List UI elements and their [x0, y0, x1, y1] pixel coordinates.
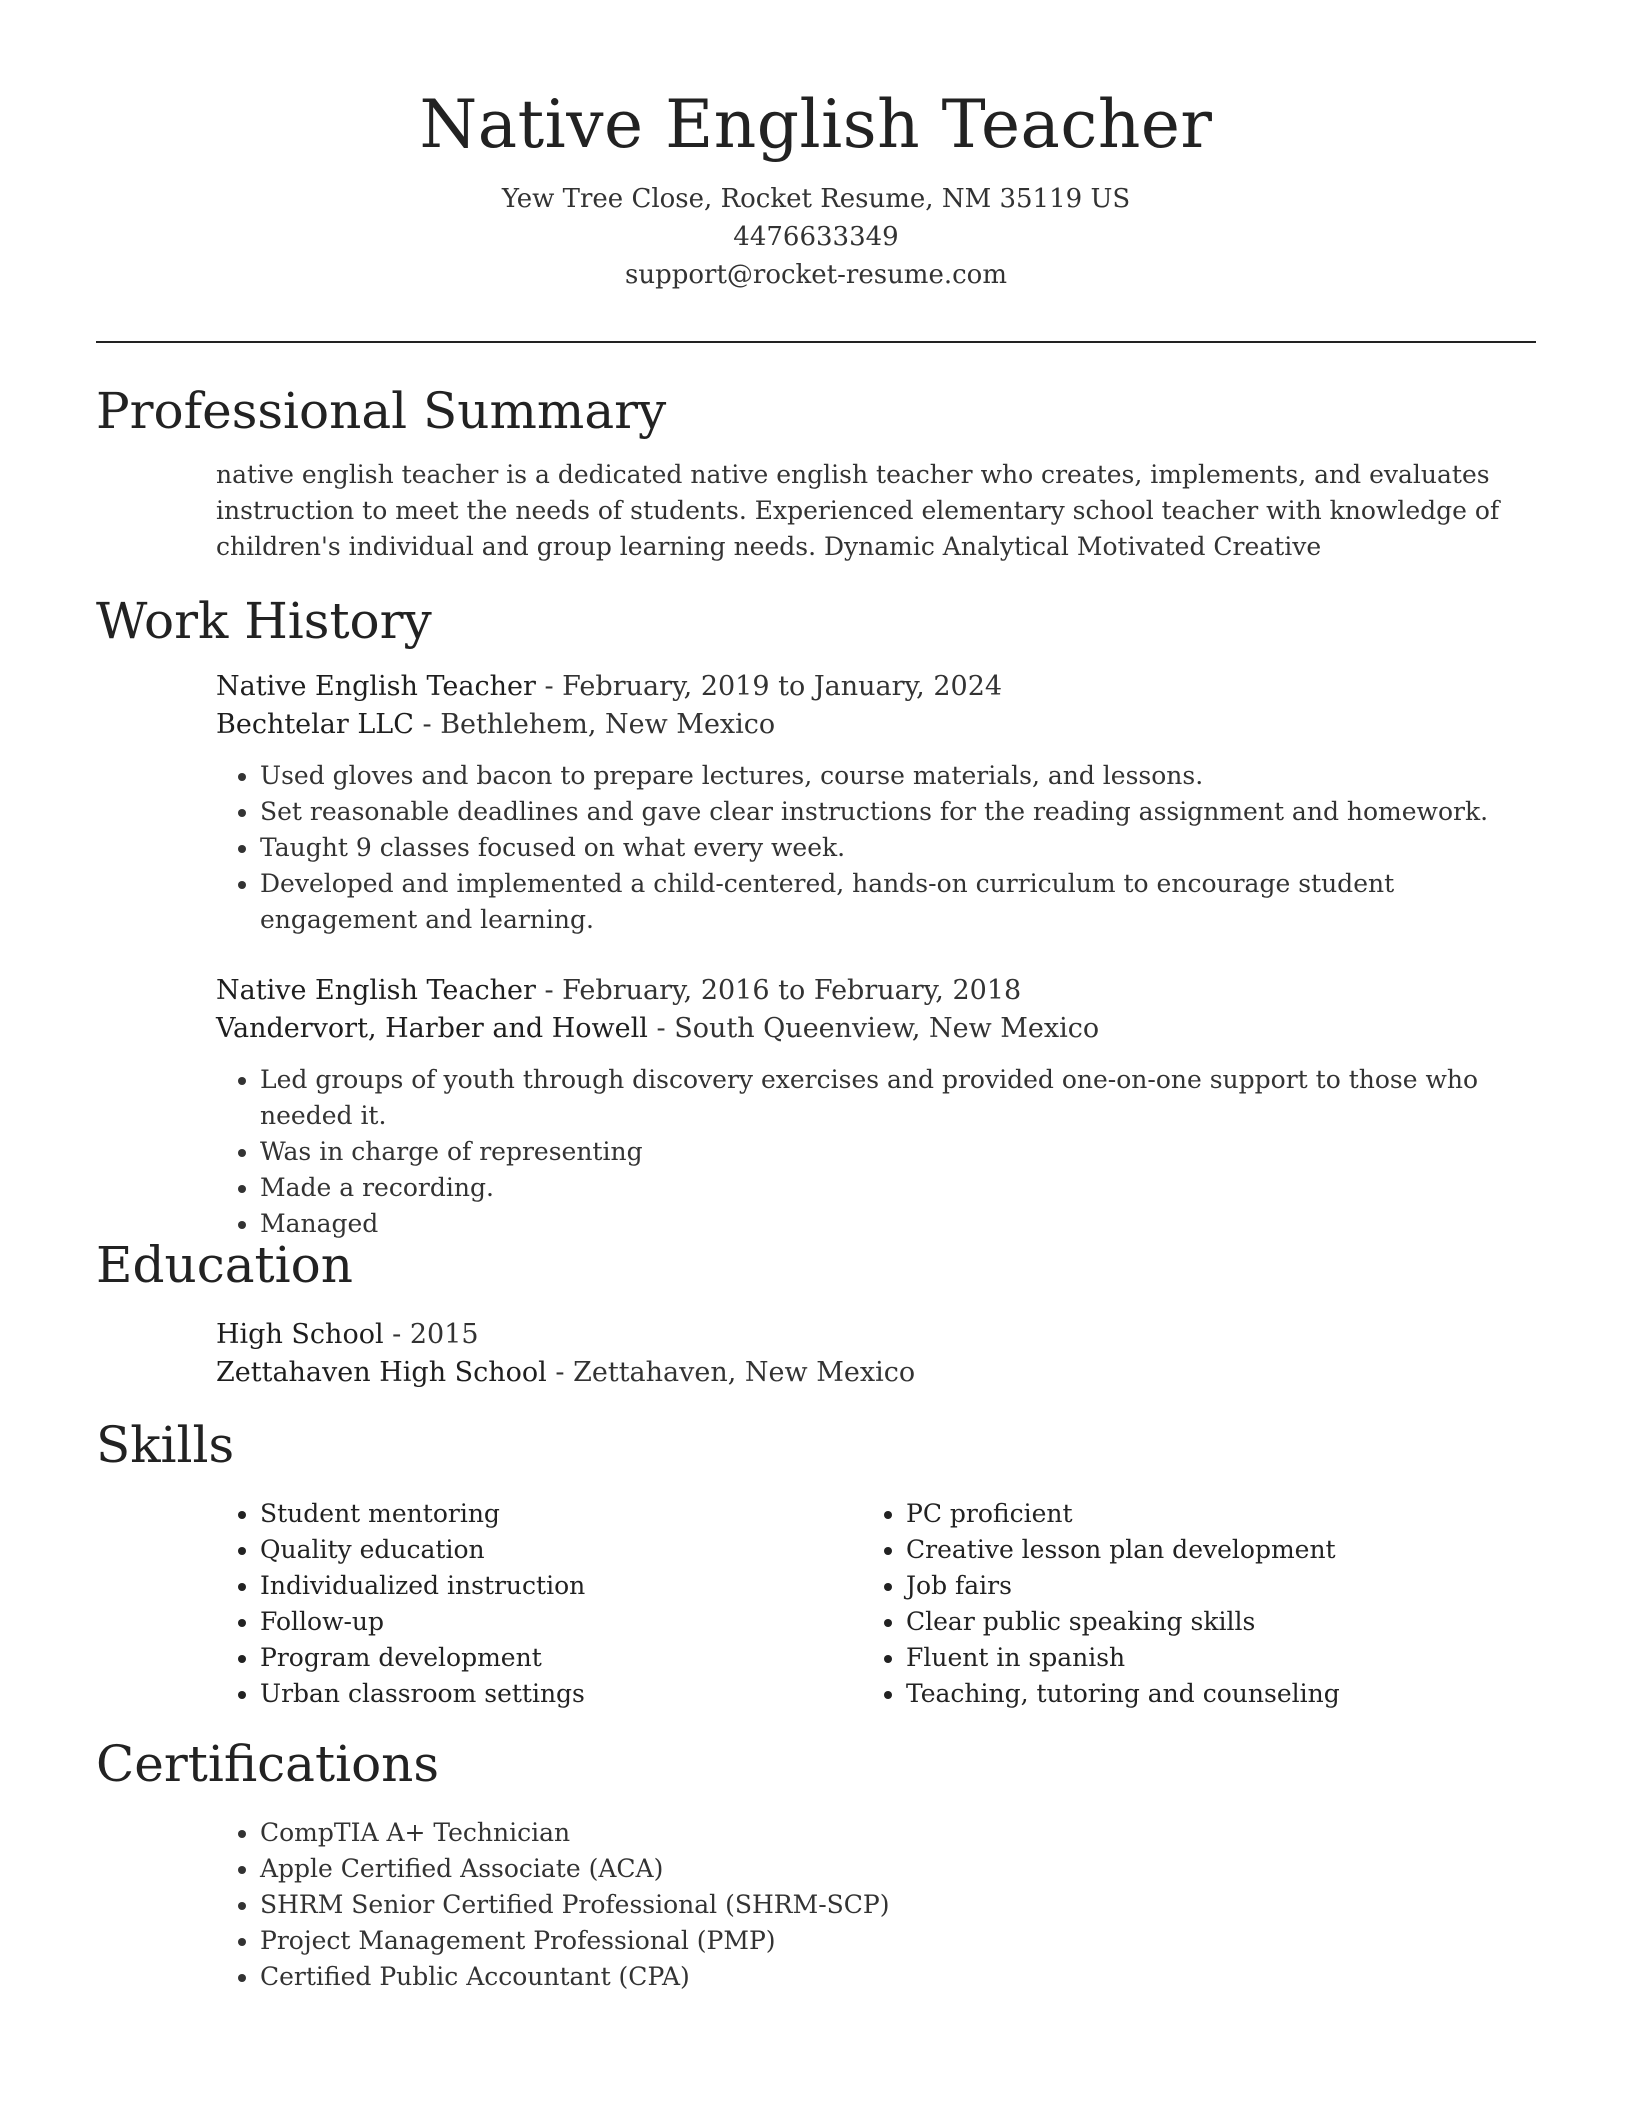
list-item: • Fluent in spanish — [906, 1640, 1462, 1676]
list-item: • Was in charge of representing — [260, 1134, 1536, 1170]
job-role: Native English Teacher — [216, 671, 536, 702]
job-title-line — [216, 972, 1536, 1010]
summary-section — [216, 457, 1536, 565]
job-role: Native English Teacher — [216, 975, 536, 1006]
certifications-section — [216, 1815, 1536, 1995]
skills-column-left — [216, 1496, 816, 1712]
list-item: • Used gloves and bacon to prepare lectures, course materials, and lessons. — [260, 758, 1536, 794]
degree-line — [216, 1316, 1536, 1354]
job-company: Bechtelar LLC — [216, 709, 414, 740]
list-item: • Certified Public Accountant (CPA) — [260, 1959, 1536, 1995]
list-item: • Led groups of youth through discovery exercises and provided one-on-one support to those who needed it. — [260, 1062, 1536, 1134]
education-heading: Education — [96, 1236, 353, 1294]
list-item: • Urban classroom settings — [260, 1676, 816, 1712]
list-item: • Program development — [260, 1640, 816, 1676]
job-bullet-list — [216, 758, 1536, 938]
resume-header — [96, 80, 1536, 294]
list-item: • Individualized instruction — [260, 1568, 816, 1604]
summary-text: native english teacher is a dedicated native english teacher who creates, implements, and evaluates instruction to meet the needs of students. Experienced elementary school teacher with knowledge of children's individual and group learning needs. Dynamic Analytical Motivated Creative — [216, 460, 1500, 561]
job-dates: - February, 2016 to February, 2018 — [535, 975, 1022, 1006]
education-entry — [216, 1316, 1536, 1392]
header-divider — [96, 341, 1536, 343]
list-item: • Made a recording. — [260, 1170, 1536, 1206]
list-item: • PC proficient — [906, 1496, 1462, 1532]
job-entry — [216, 668, 1536, 938]
list-item: • Managed — [260, 1206, 1536, 1242]
job-company-line — [216, 1010, 1536, 1048]
job-company: Vandervort, Harber and Howell — [216, 1013, 648, 1044]
graduation-year: - 2015 — [383, 1319, 479, 1350]
list-item: • Clear public speaking skills — [906, 1604, 1462, 1640]
list-item: • Developed and implemented a child-centered, hands-on curriculum to encourage student engagement and learning. — [260, 866, 1536, 938]
skills-column-right — [862, 1496, 1462, 1712]
job-location: - South Queenview, New Mexico — [647, 1013, 1100, 1044]
candidate-name: Native English Teacher — [419, 86, 1213, 163]
work-history-heading: Work History — [96, 592, 432, 650]
school-location: - Zettahaven, New Mexico — [546, 1357, 916, 1388]
list-item: • Creative lesson plan development — [906, 1532, 1462, 1568]
list-item: • Quality education — [260, 1532, 816, 1568]
certifications-list — [216, 1815, 1536, 1995]
list-item: • Apple Certified Associate (ACA) — [260, 1851, 1536, 1887]
list-item: • Teaching, tutoring and counseling — [906, 1676, 1462, 1712]
school-name: Zettahaven High School — [216, 1357, 547, 1388]
list-item: • Job fairs — [906, 1568, 1462, 1604]
certifications-heading: Certifications — [96, 1735, 440, 1793]
email-text: support@rocket-resume.com — [624, 260, 1007, 290]
degree: High School — [216, 1319, 384, 1350]
list-item: • CompTIA A+ Technician — [260, 1815, 1536, 1851]
summary-heading: Professional Summary — [96, 382, 667, 440]
phone-text: 4476633349 — [733, 222, 899, 252]
list-item: • Set reasonable deadlines and gave clear instructions for the reading assignment and homework. — [260, 794, 1536, 830]
job-bullet-list — [216, 1062, 1536, 1242]
job-entry — [216, 972, 1536, 1242]
address-text: Yew Tree Close, Rocket Resume, NM 35119 US — [501, 184, 1131, 214]
list-item: • Student mentoring — [260, 1496, 816, 1532]
list-item: • Follow-up — [260, 1604, 816, 1640]
school-line — [216, 1354, 1536, 1392]
skills-heading: Skills — [96, 1416, 235, 1474]
job-dates: - February, 2019 to January, 2024 — [535, 671, 1003, 702]
skills-list — [862, 1496, 1462, 1712]
job-location: - Bethlehem, New Mexico — [413, 709, 776, 740]
skills-list — [216, 1496, 816, 1712]
list-item: • SHRM Senior Certified Professional (SHRM-SCP) — [260, 1887, 1536, 1923]
job-title-line — [216, 668, 1536, 706]
list-item: • Project Management Professional (PMP) — [260, 1923, 1536, 1959]
job-company-line — [216, 706, 1536, 744]
list-item: • Taught 9 classes focused on what every week. — [260, 830, 1536, 866]
